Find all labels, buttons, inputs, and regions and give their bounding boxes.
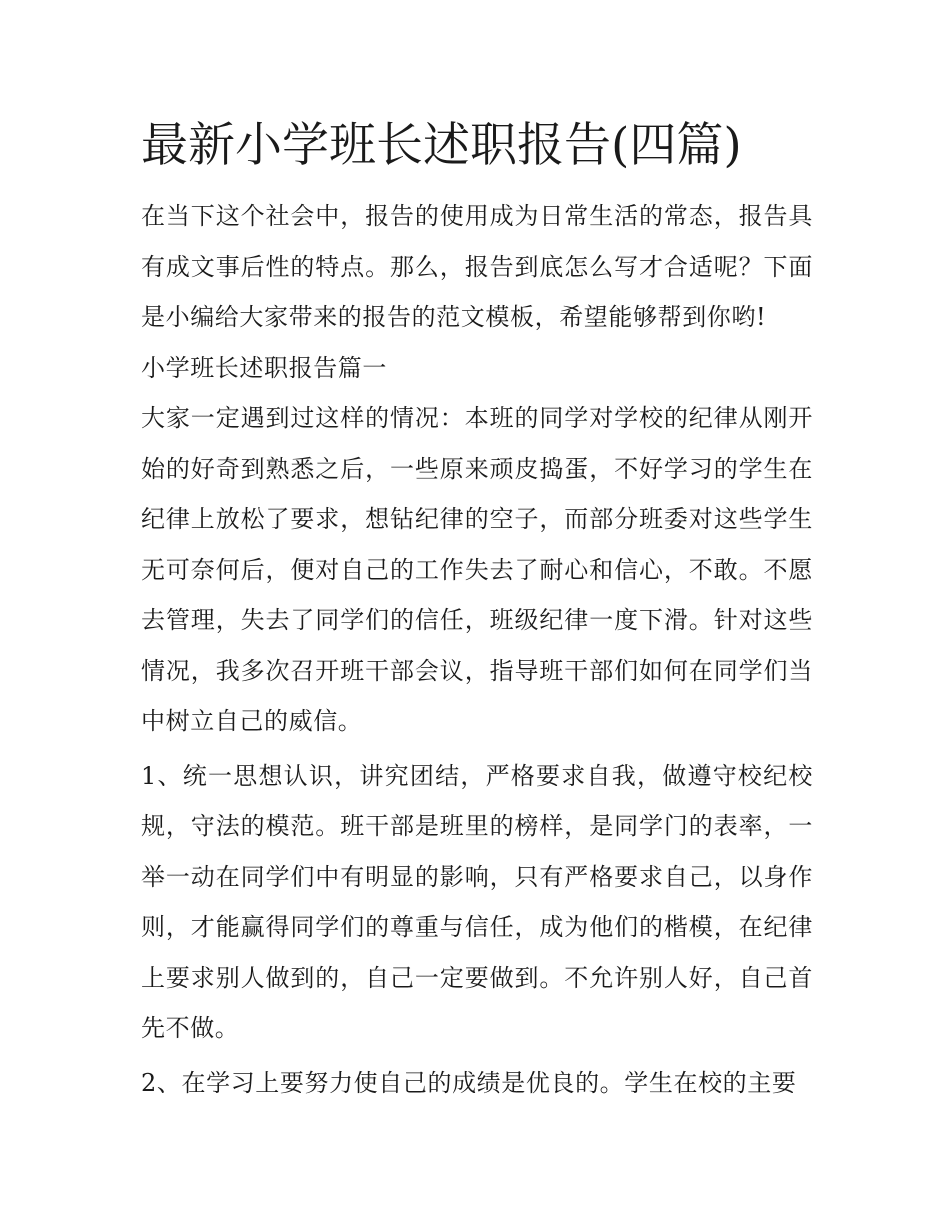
document-title: 最新小学班长述职报告(四篇)	[141, 118, 742, 173]
intro-paragraph: 在当下这个社会中，报告的使用成为日常生活的常态，报告具有成文事后性的特点。那么，报告到底怎么写才合适呢？下面是小编给大家带来的报告的范文模板，希望能够帮到你哟!	[141, 202, 813, 331]
numbered-point-2: 2、在学习上要努力使自己的成绩是优良的。学生在校的主要	[141, 1068, 797, 1097]
document-page	[141, 113, 813, 1108]
section-heading: 小学班长述职报告篇一	[141, 353, 387, 382]
body-paragraph: 大家一定遇到过这样的情况：本班的同学对学校的纪律从刚开始的好奇到熟悉之后，一些原来顽皮捣蛋，不好学习的学生在纪律上放松了要求，想钻纪律的空子，而部分班委对这些学生无可奈何后，便对自己的工作失去了耐心和信心，不敢。不愿去管理，失去了同学们的信任，班级纪律一度下滑。针对这些情况，我多次召开班干部会议，指导班干部们如何在同学们当中树立自己的威信。	[141, 404, 813, 735]
numbered-point-1: 1、统一思想认识，讲究团结，严格要求自我，做遵守校纪校规，守法的模范。班干部是班里的榜样，是同学门的表率，一举一动在同学们中有明显的影响，只有严格要求自己，以身作则，才能赢得同学们的尊重与信任，成为他们的楷模，在纪律上要求别人做到的，自己一定要做到。不允许别人好，自己首先不做。	[141, 761, 813, 1042]
